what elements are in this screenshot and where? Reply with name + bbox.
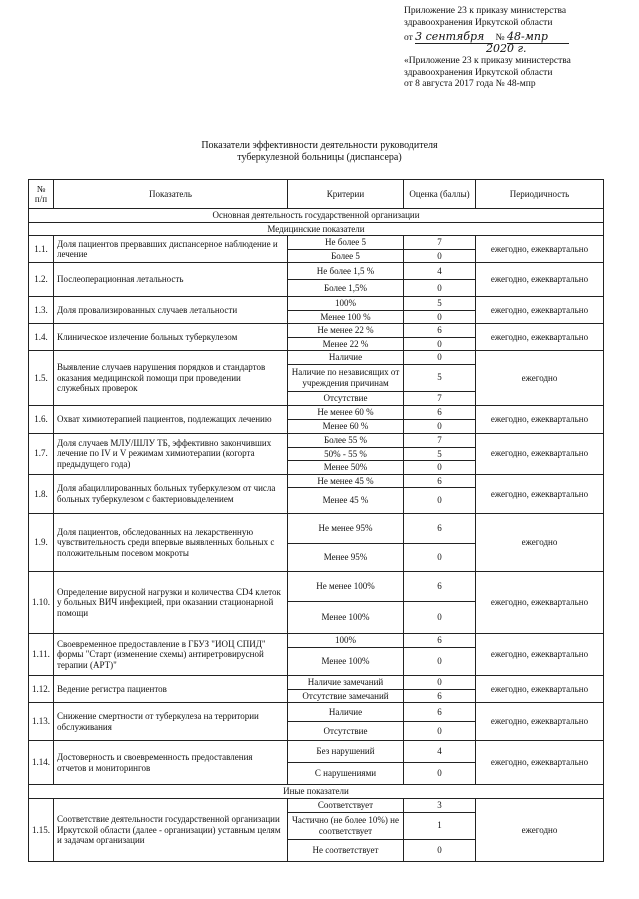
indicator-name: Определение вирусной нагрузки и количества CD4 клеток у больных ВИЧ инфекцией, при оказании стационарной помощи (54, 572, 288, 634)
document-header (404, 6, 634, 91)
table-row (29, 433, 604, 447)
periodicity: ежегодно, ежеквартально (476, 236, 604, 263)
row-number: 1.14. (29, 741, 54, 785)
score: 5 (404, 447, 476, 461)
score: 7 (404, 433, 476, 447)
periodicity: ежегодно (476, 799, 604, 862)
row-number: 1.6. (29, 405, 54, 433)
periodicity: ежегодно, ежеквартально (476, 324, 604, 351)
indicator-name: Доля случаев МЛУ/ШЛУ ТБ, эффективно закончивших лечение по IV и V режимам химиотерапии (когорта предыдущего года) (54, 433, 288, 474)
table-row (29, 297, 604, 311)
criterion: С нарушениями (288, 763, 404, 785)
table-row (29, 799, 604, 813)
header-line-6: от 8 августа 2017 года № 48-мпр (404, 79, 536, 89)
row-number: 1.7. (29, 433, 54, 474)
score: 0 (404, 648, 476, 676)
row-number: 1.9. (29, 514, 54, 572)
handwritten-number: 48-мпр (507, 31, 569, 44)
criterion: Отсутствие (288, 391, 404, 405)
title-line-1: Показатели эффективности деятельности руководителя (201, 140, 438, 151)
indicator-name: Доля пациентов, обследованных на лекарственную чувствительность среди впервые выявленных больных с положительным посевом мокроты (54, 514, 288, 572)
score: 6 (404, 572, 476, 602)
indicator-name: Выявление случаев нарушения порядков и стандартов оказания медицинской помощи при проведении служебных проверок (54, 351, 288, 406)
indicator-name: Соответствие деятельности государственной организации Иркутской области (далее - организации) уставным целям и задачам организации (54, 799, 288, 862)
header-line-1: Приложение 23 к приказу министерства (404, 6, 567, 16)
criterion: Без нарушений (288, 741, 404, 763)
criterion: Менее 22 % (288, 337, 404, 351)
row-number: 1.13. (29, 703, 54, 741)
criterion: Наличие (288, 703, 404, 722)
col-header-num: № п/п (29, 180, 54, 209)
criterion: Менее 60 % (288, 419, 404, 433)
score: 0 (404, 839, 476, 861)
table-row (29, 351, 604, 365)
score: 0 (404, 337, 476, 351)
indicator-name: Клиническое излечение больных туберкулезом (54, 324, 288, 351)
score: 0 (404, 488, 476, 514)
indicator-name: Доля провализированных случаев летальности (54, 297, 288, 324)
title-line-2: туберкулезной больницы (диспансера) (237, 152, 402, 163)
row-number: 1.8. (29, 474, 54, 514)
periodicity: ежегодно, ежеквартально (476, 572, 604, 634)
subsection-medical-heading: Медицинские показатели (29, 222, 604, 236)
header-line-2: здравоохранения Иркутской области (404, 17, 553, 28)
row-number: 1.4. (29, 324, 54, 351)
periodicity: ежегодно, ежеквартально (476, 741, 604, 785)
table-header-row (29, 180, 604, 209)
table-row (29, 676, 604, 690)
score: 0 (404, 249, 476, 263)
score: 0 (404, 544, 476, 572)
periodicity: ежегодно, ежеквартально (476, 297, 604, 324)
periodicity: ежегодно, ежеквартально (476, 703, 604, 741)
criterion: Менее 100% (288, 602, 404, 634)
criterion: Частично (не более 10%) не соответствует (288, 812, 404, 839)
score: 4 (404, 741, 476, 763)
row-number: 1.2. (29, 263, 54, 297)
score: 7 (404, 236, 476, 250)
criterion: Наличие по независящих от учреждения причинам (288, 364, 404, 391)
score: 6 (404, 703, 476, 722)
indicator-name: Достоверность и своевременность предоставления отчетов и мониторингов (54, 741, 288, 785)
row-number: 1.10. (29, 572, 54, 634)
criterion: Не более 5 (288, 236, 404, 250)
criterion: Отсутствие (288, 722, 404, 741)
criterion: Более 1,5% (288, 280, 404, 297)
indicator-name: Охват химиотерапией пациентов, подлежащих лечению (54, 405, 288, 433)
table-row (29, 474, 604, 488)
indicator-name: Своевременное предоставление в ГБУЗ "ИОЦ СПИД" формы "Старт (изменение схемы) антиретровирусной терапии (АРТ)" (54, 634, 288, 676)
criterion: Менее 95% (288, 544, 404, 572)
table-row (29, 405, 604, 419)
criterion: Более 5 (288, 249, 404, 263)
criterion: Не менее 45 % (288, 474, 404, 488)
criterion: Менее 45 % (288, 488, 404, 514)
periodicity: ежегодно (476, 351, 604, 406)
score: 6 (404, 324, 476, 338)
row-number: 1.12. (29, 676, 54, 703)
indicator-name: Доля пациентов прервавших диспансерное наблюдение и лечение (54, 236, 288, 263)
periodicity: ежегодно, ежеквартально (476, 433, 604, 474)
criterion: Соответствует (288, 799, 404, 813)
criterion: Менее 100 % (288, 310, 404, 324)
periodicity: ежегодно, ежеквартально (476, 405, 604, 433)
header-line-5: здравоохранения Иркутской области (404, 67, 553, 78)
table-row (29, 703, 604, 722)
score: 6 (404, 689, 476, 703)
number-label: № (495, 33, 505, 43)
indicator-name: Послеоперационная летальность (54, 263, 288, 297)
score: 0 (404, 419, 476, 433)
indicator-name: Снижение смертности от туберкулеза на территории обслуживания (54, 703, 288, 741)
subsection-other-heading: Иные показатели (29, 785, 604, 799)
score: 0 (404, 351, 476, 365)
periodicity: ежегодно, ежеквартально (476, 263, 604, 297)
score: 5 (404, 364, 476, 391)
criterion: Не менее 60 % (288, 405, 404, 419)
indicator-name: Доля абациллированных больных туберкулезом от числа больных туберкулезом с бактериовыделением (54, 474, 288, 514)
score: 0 (404, 722, 476, 741)
document-title (0, 140, 639, 164)
periodicity: ежегодно, ежеквартально (476, 474, 604, 514)
score: 7 (404, 391, 476, 405)
score: 1 (404, 812, 476, 839)
score: 3 (404, 799, 476, 813)
periodicity: ежегодно, ежеквартально (476, 676, 604, 703)
criterion: Не более 1,5 % (288, 263, 404, 280)
score: 0 (404, 676, 476, 690)
criterion: Отсутствие замечаний (288, 689, 404, 703)
criterion: Наличие (288, 351, 404, 365)
criterion: 100% (288, 634, 404, 648)
periodicity: ежегодно (476, 514, 604, 572)
row-number: 1.11. (29, 634, 54, 676)
row-number: 1.5. (29, 351, 54, 406)
criterion: Не менее 95% (288, 514, 404, 544)
criterion: 50% - 55 % (288, 447, 404, 461)
criterion: Менее 50% (288, 461, 404, 475)
row-number: 1.3. (29, 297, 54, 324)
section-main-heading: Основная деятельность государственной организации (29, 209, 604, 223)
score: 6 (404, 474, 476, 488)
table-row (29, 572, 604, 602)
col-header-period: Периодичность (476, 180, 604, 209)
score: 0 (404, 602, 476, 634)
criterion: Не менее 100% (288, 572, 404, 602)
score: 0 (404, 310, 476, 324)
indicators-table (28, 179, 604, 862)
score: 6 (404, 634, 476, 648)
score: 5 (404, 297, 476, 311)
score: 0 (404, 280, 476, 297)
criterion: Наличие замечаний (288, 676, 404, 690)
score: 6 (404, 405, 476, 419)
table-row (29, 324, 604, 338)
col-header-indicator: Показатель (54, 180, 288, 209)
criterion: Не менее 22 % (288, 324, 404, 338)
col-header-score: Оценка (баллы) (404, 180, 476, 209)
criterion: 100% (288, 297, 404, 311)
row-number: 1.15. (29, 799, 54, 862)
score: 0 (404, 461, 476, 475)
criterion: Более 55 % (288, 433, 404, 447)
table-row (29, 741, 604, 763)
table-row (29, 514, 604, 544)
criterion: Не соответствует (288, 839, 404, 861)
row-number: 1.1. (29, 236, 54, 263)
score: 6 (404, 514, 476, 544)
indicator-name: Ведение регистра пациентов (54, 676, 288, 703)
handwritten-year: 2020 г. (486, 41, 527, 55)
periodicity: ежегодно, ежеквартально (476, 634, 604, 676)
handwritten-date: 3 сентября (415, 31, 493, 44)
table-row (29, 236, 604, 250)
table-row (29, 263, 604, 280)
from-label: от (404, 33, 413, 43)
table-row (29, 634, 604, 648)
header-line-4: «Приложение 23 к приказу министерства (404, 56, 571, 66)
score: 0 (404, 763, 476, 785)
criterion: Менее 100% (288, 648, 404, 676)
col-header-criteria: Критерии (288, 180, 404, 209)
score: 4 (404, 263, 476, 280)
